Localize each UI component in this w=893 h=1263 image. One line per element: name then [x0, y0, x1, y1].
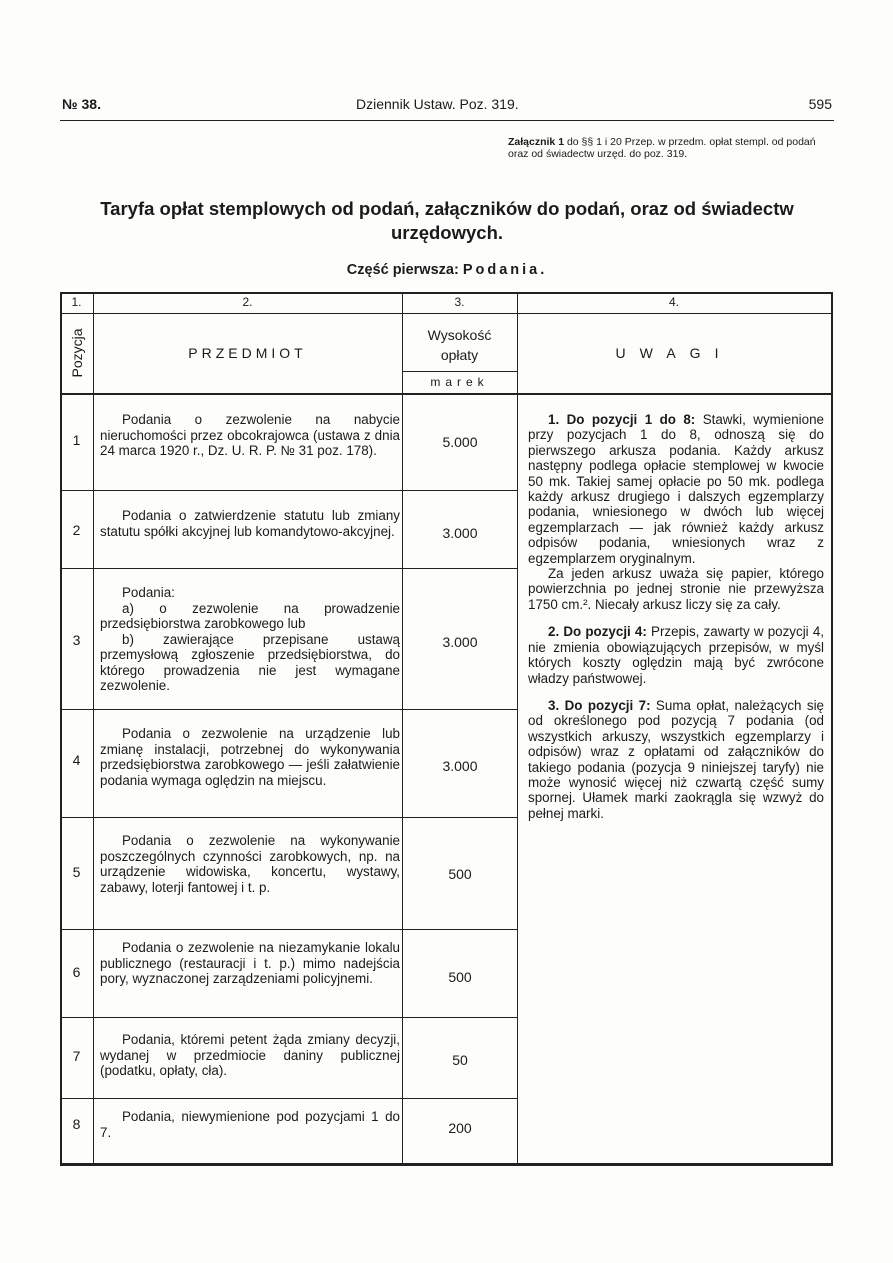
col-number-1: 1.: [71, 295, 82, 309]
row-2-number: 2: [72, 522, 81, 538]
row-5-text: Podania o zezwolenie na wykonywanie poszczególnych czynności zarobkowych, np. na urządzenie widowiska, koncertu, wystawy, zabawy, loterji fantowej i t. p.: [100, 833, 400, 895]
marek-rule: [402, 371, 518, 372]
row-7-text: Podania, któremi petent żąda zmiany decyzji, wydanej w przedmiocie daniny publicznej (podatku, opłaty, cła).: [100, 1032, 400, 1078]
divider-col3: [517, 292, 518, 1164]
row-8-description: [100, 1109, 400, 1140]
remark-3-head: 3. Do pozycji 7:: [548, 697, 651, 713]
row-3-line-1: Podania:: [122, 585, 175, 600]
remark-3-body: Suma opłat, należących się od określonego pod pozycją 7 podania (od wszystkich arkuszy, wszystkich egzemplarzy i odpisów) wraz z opłatami od załączników do takiego podania (pozycja 9 niniejszej taryfy) nie może wynosić więcej niż czwartą część sumy spornej. Ułamek marki zaokrągla się wzwyż do pełnej marki.: [528, 697, 824, 821]
row-3-number: 3: [72, 632, 81, 648]
wysokosc-header: [402, 325, 517, 365]
page-header: [62, 96, 832, 118]
page-number: 595: [808, 96, 832, 112]
row-4-text: Podania o zezwolenie na urządzenie lub zmianę instalacji, potrzebnej do wykonywania przedsiębiorstwa zarobkowego — jeśli załatwienie podania wymaga oględzin na miejscu.: [100, 726, 400, 788]
remark-1-continuation: Za jeden arkusz uważa się papier, którego powierzchnia po jednej stronie nie przewyższa 1750 cm.². Niecały arkusz liczy się za cały.: [528, 566, 824, 612]
annex-text: do §§ 1 i 20 Przep. w przedm. opłat stempl. od podań oraz od świadectw urzęd. do poz. 319.: [508, 136, 816, 160]
row-separator: [60, 568, 518, 569]
row-1-description: [100, 412, 400, 459]
row-separator: [60, 929, 518, 930]
annex-note: [508, 136, 828, 160]
row-5-fee: 500: [448, 866, 472, 882]
col-number-2: 2.: [242, 295, 253, 309]
row-4-description: [100, 726, 400, 788]
row-2-text: Podania o zatwierdzenie statutu lub zmiany statutu spółki akcyjnej lub komandytowo-akcyjnej.: [100, 508, 400, 539]
table-border-right: [831, 292, 833, 1166]
wysokosc-line1: Wysokość: [427, 327, 492, 343]
uwagi-header: UWAGI: [615, 345, 733, 361]
issue-number: № 38.: [62, 96, 101, 112]
row-7-description: [100, 1032, 400, 1079]
row-6-fee: 500: [448, 969, 472, 985]
remark-2-head: 2. Do pozycji 4:: [548, 624, 647, 640]
divider-col1: [93, 292, 94, 1164]
table-border-bottom: [60, 1163, 833, 1166]
row-8-number: 8: [72, 1116, 81, 1132]
remark-2: [528, 624, 824, 686]
row-6-number: 6: [72, 964, 81, 980]
row-3-description: [100, 585, 400, 694]
annex-label: Załącznik 1: [508, 136, 565, 148]
header-number-rule: [60, 313, 833, 314]
row-3-line-2: a) o zezwolenie na prowadzenie przedsiębiorstwa zarobkowego lub: [100, 600, 400, 631]
row-separator: [60, 1098, 518, 1099]
col-number-4: 4.: [668, 295, 679, 309]
col-number-3: 3.: [454, 295, 465, 309]
row-6-description: [100, 940, 400, 987]
row-6-text: Podania o zezwolenie na niezamykanie lokalu publicznego (restauracji i t. p.) mimo nadejścia pory, wyznaczonej zarządzeniami policyjnemi.: [100, 940, 400, 986]
header-rule: [60, 120, 834, 121]
row-5-description: [100, 833, 400, 895]
table-border-left: [60, 292, 62, 1166]
marek-header: marek: [430, 375, 489, 389]
table-border-top: [60, 292, 833, 294]
row-4-number: 4: [72, 752, 81, 768]
row-separator: [60, 709, 518, 710]
row-2-fee: 3.000: [442, 525, 478, 541]
wysokosc-line2: opłaty: [440, 347, 479, 363]
row-3-fee: 3.000: [442, 634, 478, 650]
row-3-line-3: b) zawierające przepisane ustawą przemysłową zgłoszenie przedsiębiorstwa, do którego prowadzenia nie jest wymagane zezwolenie.: [100, 631, 400, 693]
row-1-number: 1: [72, 432, 81, 448]
row-7-number: 7: [72, 1048, 81, 1064]
row-1-text: Podania o zezwolenie na nabycie nieruchomości przez obcokrajowca (ustawa z dnia 24 marca 1920 r., Dz. U. R. P. № 31 poz. 178).: [100, 412, 400, 458]
row-5-number: 5: [72, 864, 81, 880]
przedmiot-header: PRZEDMIOT: [188, 345, 307, 361]
row-2-description: [100, 508, 400, 539]
row-separator: [60, 490, 518, 491]
journal-title: Dziennik Ustaw. Poz. 319.: [356, 96, 519, 112]
remarks-column: [528, 412, 824, 833]
remark-3: [528, 698, 824, 821]
row-separator: [60, 1017, 518, 1018]
remark-1-body: Stawki, wymienione przy pozycjach 1 do 8, odnoszą się do pierwszego arkusza podania. Każdy arkusz następny podlega opłacie stemplowej w kwocie 50 mk. Takiej samej opłacie po 50 mk. podlega każdy arkusz drugiego i dalszych egzemplarzy podania, wniesionego w dwóch lub więcej egzemplarzach — jak również każdy arkusz odpisów podania, wniesionych wraz z egzemplarzem oryginalnym.: [528, 412, 824, 566]
pozycja-label: Pozycja: [69, 328, 85, 378]
document-title: Taryfa opłat stemplowych od podań, załączników do podań, oraz od świadectw urzędowych.: [100, 198, 794, 243]
divider-col2: [402, 292, 403, 1164]
remark-1: [528, 412, 824, 566]
row-4-fee: 3.000: [442, 758, 478, 774]
row-7-fee: 50: [452, 1052, 468, 1068]
header-bottom-rule: [60, 393, 833, 395]
row-separator: [60, 817, 518, 818]
subtitle-prefix: Część pierwsza:: [346, 262, 463, 278]
section-subtitle: [62, 262, 832, 278]
pozycja-header: [60, 314, 93, 393]
fee-table: [60, 292, 833, 1166]
remark-1-head: 1. Do pozycji 1 do 8:: [548, 412, 696, 427]
remark-2-body: Przepis, zawarty w pozycji 4, nie zmienia obowiązujących przepisów, w myśl których koszty oględzin mają być zwrócone władzy państwowej.: [528, 624, 824, 686]
row-1-fee: 5.000: [442, 434, 478, 450]
row-8-text: Podania, niewymienione pod pozycjami 1 do 7.: [100, 1109, 400, 1140]
subtitle-spaced: Podania.: [462, 262, 548, 278]
row-8-fee: 200: [448, 1120, 472, 1136]
